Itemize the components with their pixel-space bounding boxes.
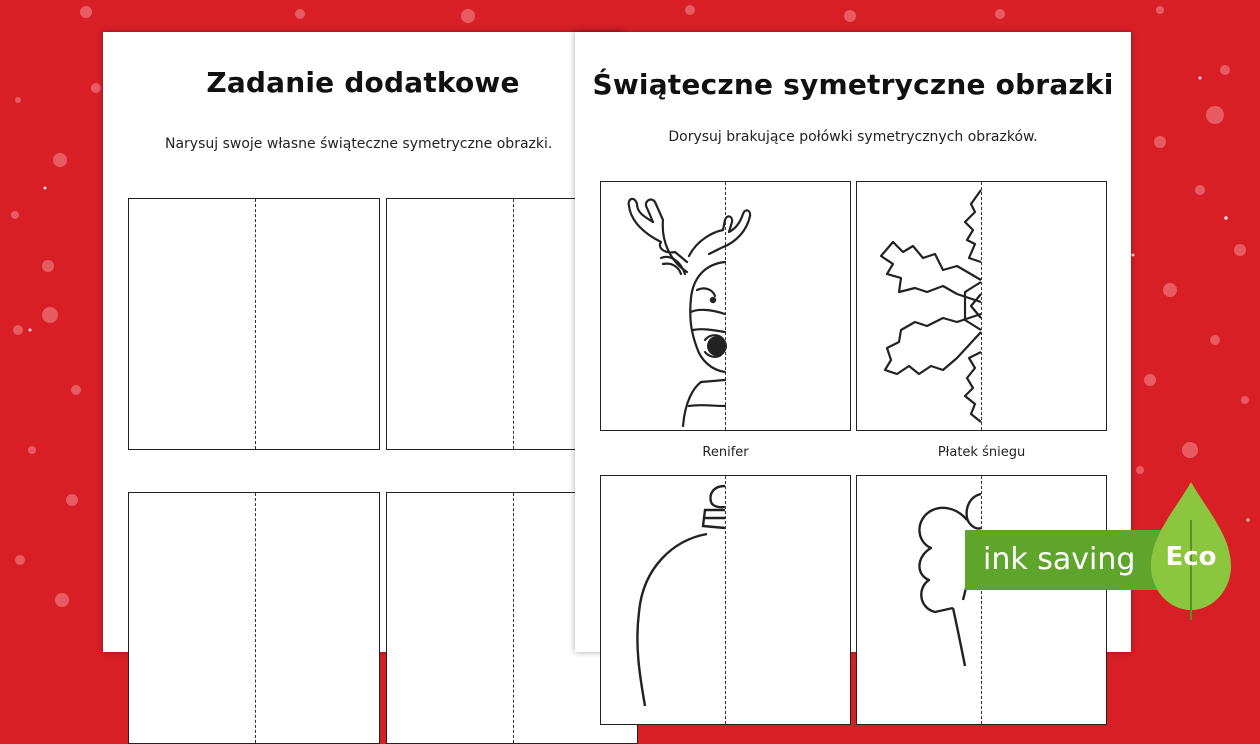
ink-saving-label: ink saving (965, 530, 1195, 590)
eco-label: Eco (1165, 542, 1217, 572)
snowflake-card (856, 181, 1107, 431)
reindeer-card (600, 181, 851, 431)
card-caption: Płatek śniegu (937, 445, 1026, 460)
blank-drawing-box (128, 492, 380, 744)
sheet-instructions: Dorysuj brakujące połówki symetrycznych obrazków. (668, 129, 1038, 145)
sheet-title: Świąteczne symetryczne obrazki (592, 68, 1114, 101)
ink-saving-badge (965, 480, 1255, 630)
sheet-instructions: Narysuj swoje własne świąteczne symetryczne obrazki. (165, 136, 553, 152)
worksheet-extra-task (103, 32, 623, 652)
bauble-card (600, 475, 851, 725)
blank-drawing-box (128, 198, 380, 450)
sheet-title: Zadanie dodatkowe (206, 66, 520, 99)
card-caption: Renifer (702, 445, 749, 460)
